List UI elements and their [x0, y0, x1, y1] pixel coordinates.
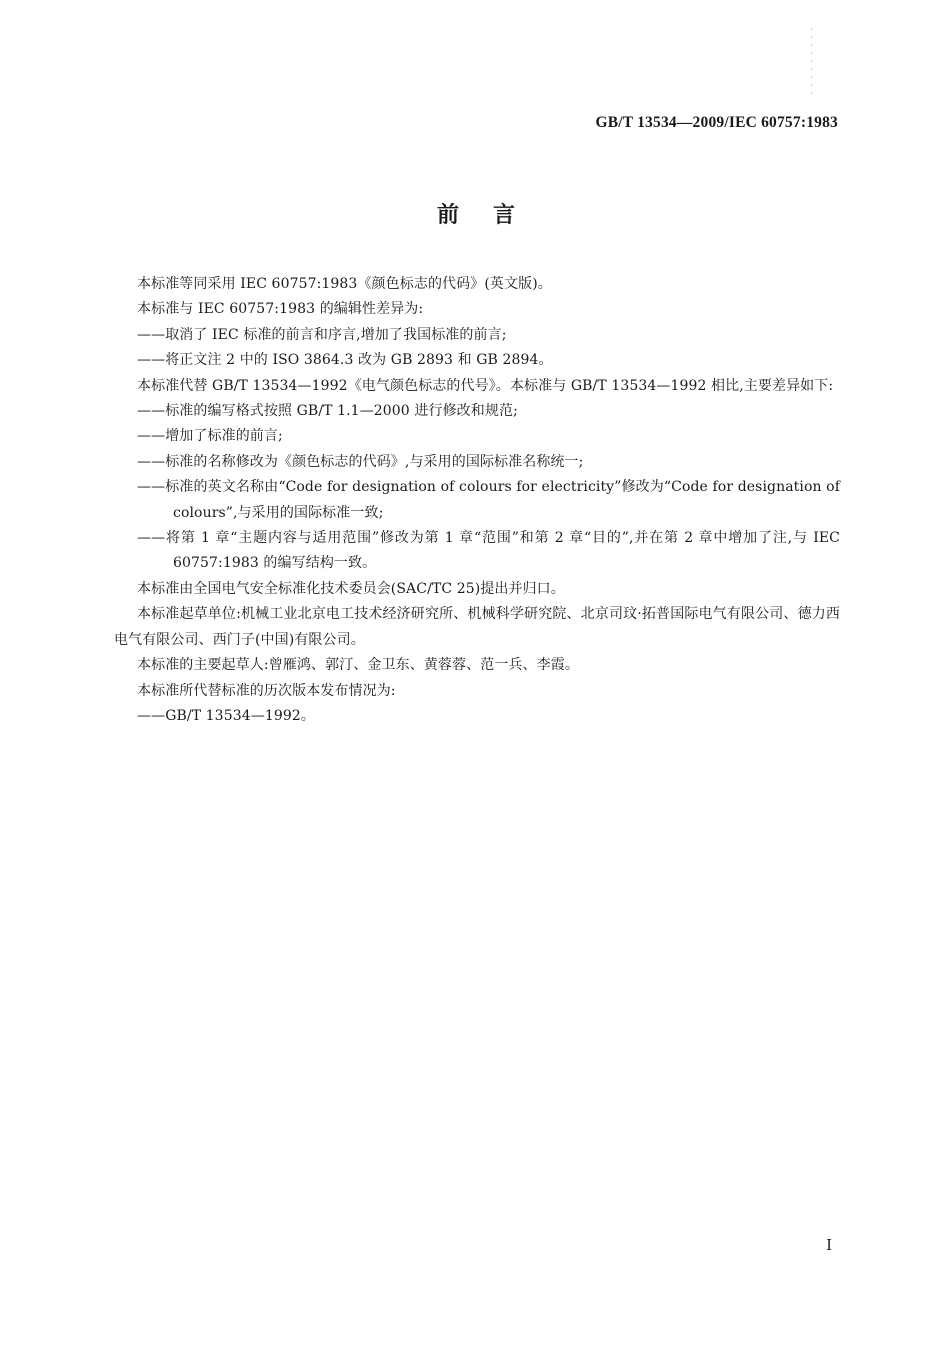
- paragraph: 本标准的主要起草人:曾雁鸿、郭汀、金卫东、黄蓉蓉、范一兵、李霞。: [137, 657, 579, 674]
- paragraph: 本标准由全国电气安全标准化技术委员会(SAC/TC 25)提出并归口。: [137, 580, 565, 597]
- list-item: ——标准的名称修改为《颜色标志的代码》,与采用的国际标准名称统一;: [137, 453, 584, 470]
- paragraph: 本标准代替 GB/T 13534—1992《电气颜色标志的代号》。本标准与 GB/T 13534—1992 相比,主要差异如下:: [137, 377, 834, 394]
- list-item: ——将第 1 章“主题内容与适用范围”修改为第 1 章“范围”和第 2 章“目的”,并在第 2 章中增加了注,与 IEC 60757:1983 的编写结构一致。: [137, 530, 840, 572]
- standard-code-header: GB/T 13534—2009/IEC 60757:1983: [595, 114, 838, 131]
- list-item: ——增加了标准的前言;: [137, 428, 283, 445]
- list-item: ——标准的编写格式按照 GB/T 1.1—2000 进行修改和规范;: [137, 403, 518, 420]
- page-number: I: [826, 1236, 832, 1254]
- scan-artifact: [811, 28, 812, 98]
- list-item: ——取消了 IEC 标准的前言和序言,增加了我国标准的前言;: [137, 326, 507, 343]
- foreword-body: [114, 272, 840, 729]
- list-item: ——标准的英文名称由“Code for designation of colours for electricity”修改为“Code for designation of colours”,与采用的国际标准一致;: [137, 479, 840, 521]
- list-item: ——将正文注 2 中的 ISO 3864.3 改为 GB 2893 和 GB 2894。: [137, 352, 553, 369]
- page-title: 前言: [436, 202, 549, 228]
- list-item: ——GB/T 13534—1992。: [137, 707, 315, 724]
- paragraph: 本标准起草单位:机械工业北京电工技术经济研究所、机械科学研究院、北京司玟·拓普国际电气有限公司、德力西电气有限公司、西门子(中国)有限公司。: [114, 606, 840, 648]
- paragraph: 本标准所代替标准的历次版本发布情况为:: [137, 682, 396, 699]
- paragraph: 本标准与 IEC 60757:1983 的编辑性差异为:: [137, 301, 424, 318]
- paragraph: 本标准等同采用 IEC 60757:1983《颜色标志的代码》(英文版)。: [137, 276, 552, 292]
